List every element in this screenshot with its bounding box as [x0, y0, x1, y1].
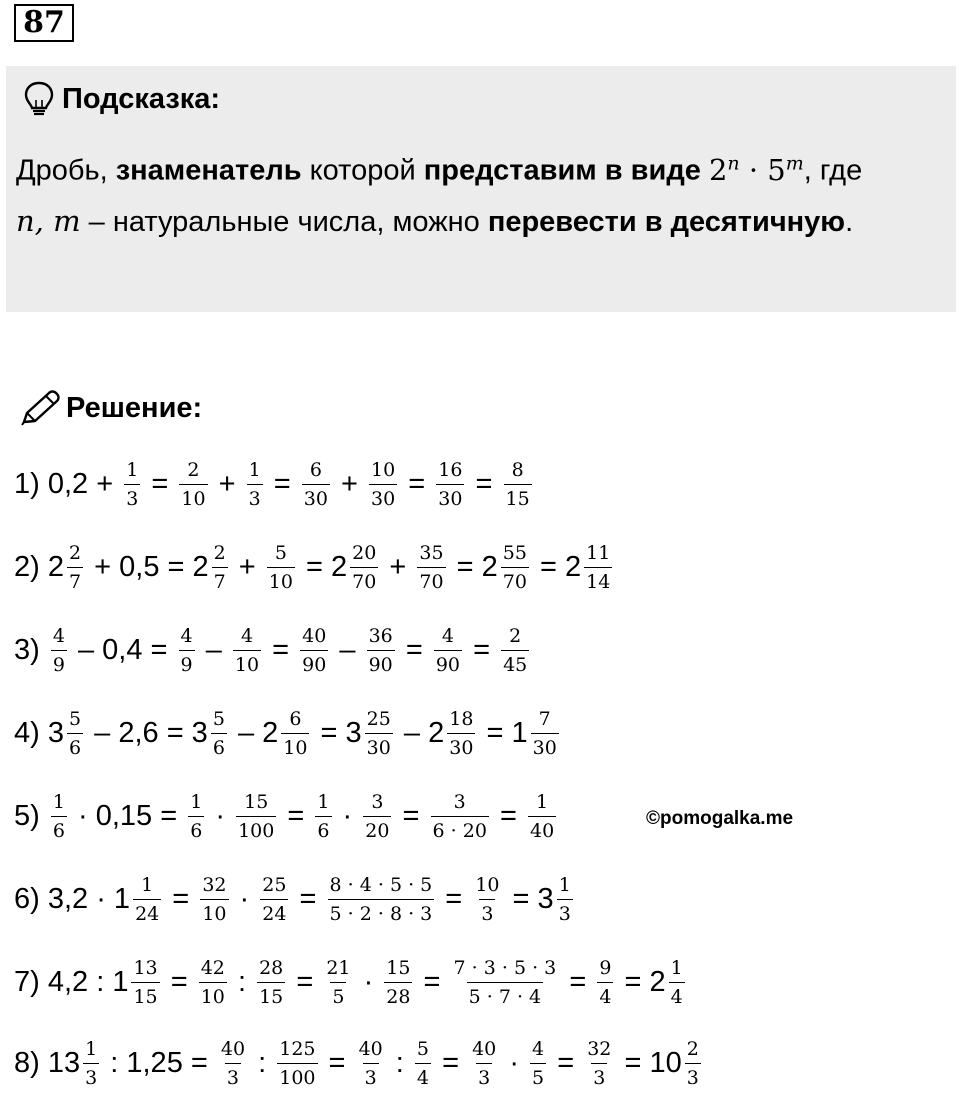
fraction	[233, 625, 261, 676]
fraction	[530, 1038, 546, 1089]
fraction-numerator: 9	[599, 956, 612, 979]
fraction-numerator: 35	[419, 541, 444, 564]
fraction-numerator: 5	[274, 541, 287, 564]
fraction-numerator: 21	[326, 956, 351, 979]
expression-text: =	[291, 882, 325, 915]
expression-text: 4) 3	[14, 716, 64, 749]
expression-text: · 0,15 =	[69, 799, 186, 832]
fraction	[357, 1038, 385, 1089]
expression-text: =	[400, 467, 434, 500]
fraction	[51, 625, 67, 676]
fraction	[83, 1038, 99, 1089]
fraction-denominator: 9	[51, 650, 67, 676]
fraction-denominator: 10	[199, 982, 227, 1008]
fraction	[685, 1038, 701, 1089]
hint-text-part: .	[845, 205, 854, 238]
fraction-numerator: 4	[240, 624, 254, 647]
fraction	[179, 459, 207, 510]
fraction-numerator: 1	[126, 458, 139, 481]
fraction-denominator: 30	[369, 484, 397, 510]
fraction	[447, 708, 475, 759]
fraction	[585, 1038, 613, 1089]
hint-bold-denominator: знаменатель	[115, 154, 302, 187]
fraction-denominator: 10	[179, 484, 207, 510]
fraction	[384, 957, 412, 1008]
fraction-numerator: 40	[472, 1037, 497, 1060]
solution-line-6	[14, 864, 576, 934]
fraction	[302, 459, 330, 510]
expression-text: = 3	[312, 716, 362, 749]
fraction-denominator: 6	[51, 816, 67, 842]
fraction	[199, 957, 227, 1008]
solution-line-8	[14, 1028, 704, 1098]
fraction-denominator: 3	[557, 899, 573, 925]
fraction	[67, 708, 83, 759]
fraction-numerator: 15	[386, 956, 411, 979]
expression-text: :	[250, 1046, 275, 1079]
fraction	[315, 791, 331, 842]
fraction-numerator: 1	[52, 790, 65, 813]
expression-text: 1) 0,2 +	[14, 467, 122, 500]
fraction-denominator: 28	[384, 982, 412, 1008]
fraction	[452, 957, 559, 1008]
fraction-numerator: 125	[279, 1037, 316, 1060]
fraction	[328, 874, 435, 925]
fraction-denominator: 7	[212, 567, 228, 593]
fraction-denominator: 10	[267, 567, 295, 593]
expression-text: : 1,25 =	[102, 1046, 216, 1079]
fraction-denominator: 30	[365, 733, 393, 759]
fraction	[200, 874, 228, 925]
fraction	[415, 1038, 431, 1089]
fraction-denominator: 3	[685, 1063, 701, 1089]
fraction-numerator: 6	[289, 707, 302, 730]
expression-text: =	[465, 633, 499, 666]
fraction	[434, 625, 462, 676]
fraction-numerator: 8 · 4 · 5 · 5	[329, 873, 433, 896]
fraction-numerator: 32	[587, 1037, 612, 1060]
fraction	[597, 957, 613, 1008]
expression-text: =	[279, 799, 313, 832]
fraction-numerator: 42	[200, 956, 225, 979]
fraction-numerator: 4	[441, 624, 454, 647]
fraction	[247, 459, 263, 510]
fraction	[470, 1038, 498, 1089]
fraction-numerator: 1	[85, 1037, 98, 1060]
expression-text: = 1	[478, 716, 528, 749]
fraction-numerator: 1	[248, 458, 261, 481]
fraction-denominator: 15	[257, 982, 285, 1008]
fraction-denominator: 90	[300, 650, 328, 676]
expression-text: =	[415, 965, 449, 998]
fraction-numerator: 3	[453, 790, 466, 813]
fraction	[219, 1038, 247, 1089]
fraction-numerator: 1	[141, 873, 154, 896]
fraction-denominator: 3	[479, 899, 495, 925]
fraction	[324, 957, 352, 1008]
fraction	[236, 791, 276, 842]
expression-text: 3)	[14, 633, 48, 666]
expression-text: =	[397, 633, 431, 666]
expression-text: –	[331, 633, 364, 666]
expression-text: = 2	[448, 550, 498, 583]
expression-text: 8) 13	[14, 1046, 81, 1079]
fraction-denominator: 6	[67, 733, 83, 759]
expression-text: :	[229, 965, 255, 998]
fraction-denominator: 4	[669, 982, 685, 1008]
fraction-numerator: 5	[416, 1037, 430, 1060]
expression-text: 5)	[14, 799, 48, 832]
expression-text: = 10	[616, 1046, 682, 1079]
hint-text-part: , где	[803, 154, 863, 187]
expression-text: :	[387, 1046, 412, 1079]
fraction-denominator: 100	[236, 816, 276, 842]
fraction-denominator: 5	[330, 982, 346, 1008]
expression-text: ·	[207, 799, 234, 832]
fraction-denominator: 30	[436, 484, 464, 510]
fraction-denominator: 90	[434, 650, 462, 676]
fraction-denominator: 5 · 2 · 8 · 3	[328, 899, 435, 925]
fraction-numerator: 3	[371, 790, 384, 813]
fraction-denominator: 15	[504, 484, 532, 510]
expression-text: =	[320, 1046, 354, 1079]
fraction-denominator: 9	[179, 650, 195, 676]
fraction	[501, 542, 529, 593]
fraction-numerator: 15	[244, 790, 269, 813]
fraction-numerator: 40	[358, 1037, 383, 1060]
fraction	[188, 791, 204, 842]
expression-text: =	[437, 882, 471, 915]
expression-text: –	[197, 633, 230, 666]
fraction-denominator: 30	[531, 733, 559, 759]
expression-text: =	[164, 882, 198, 915]
fraction-denominator: 45	[501, 650, 529, 676]
hint-formula: $2^n \cdot 5^m$	[708, 152, 804, 187]
expression-text: – 2	[229, 716, 279, 749]
fraction	[211, 708, 227, 759]
hint-bold-convert: перевести в десятичную	[487, 205, 846, 238]
fraction-numerator: 2	[68, 541, 82, 564]
fraction-numerator: 40	[302, 624, 327, 647]
fraction-denominator: 7	[67, 567, 83, 593]
expression-text: ·	[355, 965, 382, 998]
watermark: ©pomogalka.me	[646, 808, 794, 829]
fraction	[531, 708, 559, 759]
fraction-numerator: 13	[133, 956, 158, 979]
expression-text: + 0,5 = 2	[86, 550, 209, 583]
fraction-numerator: 4	[180, 624, 193, 647]
fraction	[363, 791, 391, 842]
fraction-numerator: 7	[538, 707, 551, 730]
fraction-numerator: 2	[686, 1037, 699, 1060]
fraction	[557, 874, 573, 925]
hint-panel	[6, 66, 956, 312]
expression-text: 7) 4,2 : 1	[14, 965, 129, 998]
fraction	[528, 791, 556, 842]
expression-text: – 2	[395, 716, 445, 749]
fraction-numerator: 20	[352, 541, 377, 564]
fraction-denominator: 100	[277, 1063, 317, 1089]
fraction-denominator: 5	[530, 1063, 546, 1089]
expression-text: +	[332, 467, 367, 500]
solution-line-7	[14, 947, 688, 1017]
solution-line-3	[14, 615, 532, 685]
expression-text: =	[491, 799, 525, 832]
fraction-denominator: 3	[225, 1063, 241, 1089]
expression-text: =	[561, 965, 595, 998]
fraction	[369, 459, 397, 510]
hint-text-part: которой	[301, 154, 424, 187]
fraction-numerator: 4	[532, 1037, 545, 1060]
fraction-denominator: 30	[302, 484, 330, 510]
solution-line-4	[14, 698, 562, 768]
fraction-numerator: 16	[438, 458, 463, 481]
expression-text: = 2	[616, 965, 666, 998]
fraction-numerator: 25	[366, 707, 391, 730]
fraction	[260, 874, 288, 925]
expression-text: =	[467, 467, 501, 500]
fraction-numerator: 1	[190, 790, 203, 813]
solution-line-1	[14, 449, 535, 519]
fraction	[300, 625, 328, 676]
fraction-denominator: 6 · 20	[431, 816, 489, 842]
hint-heading	[22, 80, 220, 118]
fraction-numerator: 32	[202, 873, 227, 896]
fraction-denominator: 6	[188, 816, 204, 842]
fraction	[367, 625, 395, 676]
hint-variables: n, m	[16, 203, 81, 238]
hint-text-part: – натуральные числа, можно	[80, 205, 488, 238]
hint-text	[16, 138, 946, 247]
fraction-numerator: 28	[259, 956, 284, 979]
fraction	[51, 791, 67, 842]
fraction-denominator: 3	[363, 1063, 379, 1089]
fraction-numerator: 4	[52, 624, 65, 647]
fraction-denominator: 5 · 7 · 4	[467, 982, 544, 1008]
fraction-numerator: 1	[536, 790, 549, 813]
fraction-denominator: 90	[367, 650, 395, 676]
fraction	[669, 957, 685, 1008]
expression-text: =	[143, 467, 177, 500]
expression-text: +	[230, 550, 264, 583]
fraction-denominator: 40	[528, 816, 556, 842]
fraction-denominator: 6	[315, 816, 331, 842]
expression-text: – 0,4 =	[69, 633, 176, 666]
fraction-numerator: 36	[368, 624, 393, 647]
hint-text-part: Дробь,	[16, 154, 116, 187]
fraction-denominator: 70	[501, 567, 529, 593]
fraction-denominator: 70	[350, 567, 378, 593]
fraction	[131, 957, 159, 1008]
fraction	[257, 957, 285, 1008]
fraction-numerator: 18	[449, 707, 474, 730]
expression-text: ·	[231, 882, 258, 915]
fraction	[473, 874, 501, 925]
fraction-numerator: 55	[502, 541, 527, 564]
fraction	[179, 625, 195, 676]
fraction-denominator: 6	[211, 733, 227, 759]
fraction-denominator: 4	[597, 982, 613, 1008]
expression-text: =	[288, 965, 322, 998]
fraction-numerator: 25	[262, 873, 287, 896]
fraction-numerator: 10	[475, 873, 500, 896]
fraction-denominator: 3	[83, 1063, 99, 1089]
fraction-numerator: 1	[317, 790, 330, 813]
fraction-numerator: 10	[371, 458, 396, 481]
fraction	[436, 459, 464, 510]
solution-title: Решение:	[66, 391, 203, 424]
fraction-denominator: 10	[233, 650, 261, 676]
fraction-numerator: 40	[220, 1037, 246, 1060]
expression-text: =	[162, 965, 196, 998]
expression-text: =	[394, 799, 428, 832]
fraction-numerator: 11	[586, 541, 611, 564]
expression-text: =	[549, 1046, 583, 1079]
fraction-numerator: 2	[509, 624, 522, 647]
fraction-denominator: 3	[591, 1063, 607, 1089]
fraction	[417, 542, 445, 593]
fraction-denominator: 10	[200, 899, 228, 925]
fraction-numerator: 8	[511, 458, 524, 481]
pencil-icon	[18, 388, 62, 428]
fraction-numerator: 5	[212, 707, 225, 730]
fraction	[501, 625, 529, 676]
fraction-denominator: 24	[260, 899, 288, 925]
fraction-denominator: 15	[131, 982, 159, 1008]
fraction-denominator: 3	[476, 1063, 492, 1089]
expression-text: – 2,6 = 3	[86, 716, 208, 749]
fraction-denominator: 4	[415, 1063, 431, 1089]
lightbulb-icon	[22, 80, 56, 118]
fraction	[212, 542, 228, 593]
expression-text: ·	[501, 1046, 528, 1079]
fraction	[133, 874, 161, 925]
expression-text: =	[264, 633, 298, 666]
fraction	[277, 1038, 317, 1089]
fraction-denominator: 14	[584, 567, 612, 593]
expression-text: = 2	[531, 550, 582, 583]
fraction	[431, 791, 489, 842]
expression-text: +	[210, 467, 244, 500]
fraction-numerator: 6	[309, 458, 322, 481]
hint-title: Подсказка:	[62, 82, 221, 115]
hint-bold-representable: представим в виде	[423, 154, 701, 187]
solution-line-5	[14, 781, 559, 851]
fraction-numerator: 7 · 3 · 5 · 3	[453, 956, 557, 979]
fraction	[504, 459, 532, 510]
fraction-numerator: 2	[187, 458, 200, 481]
fraction	[267, 542, 295, 593]
solution-line-2	[14, 532, 615, 602]
fraction-numerator: 1	[670, 956, 683, 979]
fraction	[365, 708, 393, 759]
expression-text: 6) 3,2 · 1	[14, 882, 131, 915]
fraction-numerator: 1	[558, 873, 571, 896]
fraction-denominator: 70	[417, 567, 445, 593]
solution-heading	[18, 388, 202, 428]
fraction	[281, 708, 309, 759]
expression-text: =	[434, 1046, 468, 1079]
fraction-denominator: 20	[363, 816, 391, 842]
fraction	[584, 542, 612, 593]
fraction	[124, 459, 140, 510]
fraction-denominator: 10	[281, 733, 309, 759]
fraction-denominator: 3	[124, 484, 140, 510]
fraction-denominator: 24	[133, 899, 161, 925]
fraction	[67, 542, 83, 593]
expression-text: = 3	[504, 882, 554, 915]
expression-text: ·	[334, 799, 361, 832]
fraction-numerator: 2	[213, 541, 226, 564]
fraction-denominator: 30	[447, 733, 475, 759]
fraction-denominator: 3	[247, 484, 263, 510]
expression-text: 2) 2	[14, 550, 64, 583]
expression-text: +	[381, 550, 415, 583]
fraction-numerator: 5	[68, 707, 82, 730]
expression-text: = 2	[297, 550, 348, 583]
fraction	[350, 542, 378, 593]
expression-text: =	[265, 467, 299, 500]
task-number: 87	[14, 4, 74, 42]
